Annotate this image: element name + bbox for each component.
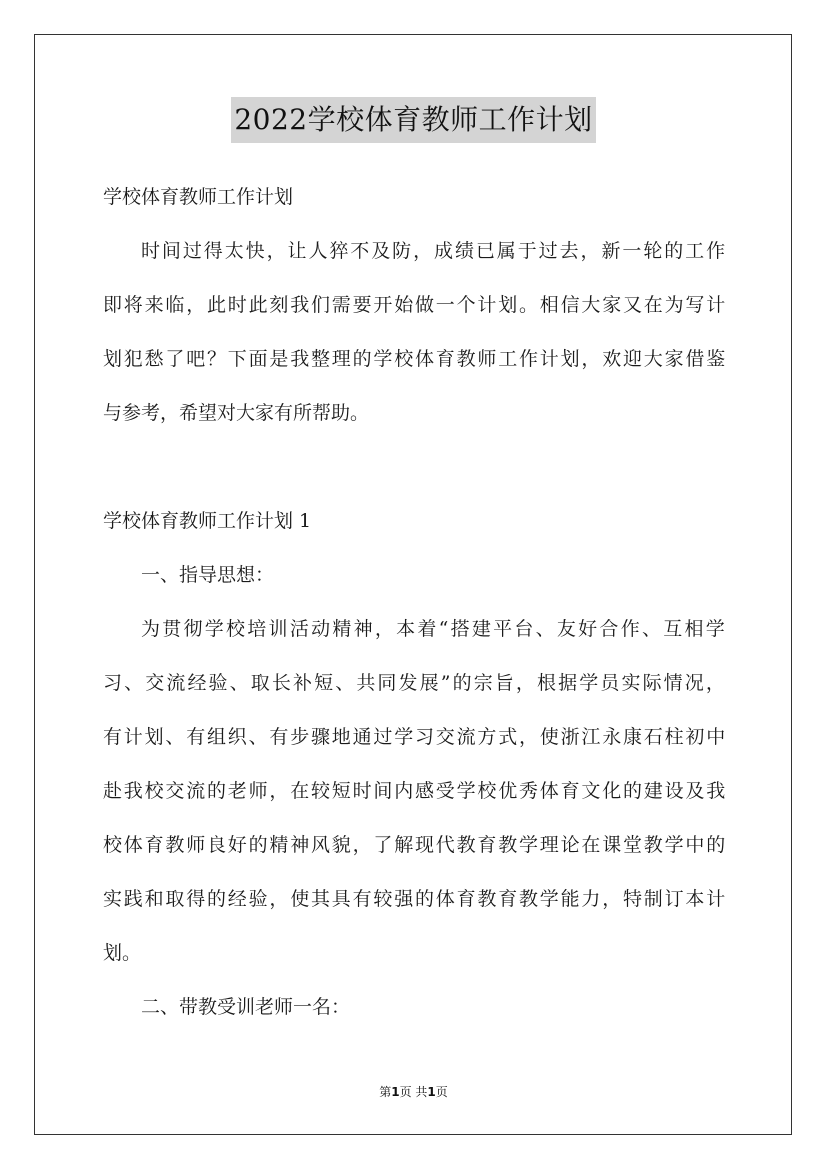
intro-line: 时间过得太快，让人猝不及防，成绩已属于过去，新一轮的工作	[141, 240, 727, 262]
section-heading: 学校体育教师工作计划 1	[103, 510, 312, 532]
intro-line: 即将来临，此时此刻我们需要开始做一个计划。相信大家又在为写计	[103, 294, 727, 316]
paragraph-line: 赴我校交流的老师，在较短时间内感受学校优秀体育文化的建设及我	[103, 780, 727, 802]
paragraph-line: 为贯彻学校培训活动精神，本着“搭建平台、友好合作、互相学	[141, 618, 727, 640]
guiding-ideology-paragraph	[103, 602, 727, 980]
intro-line: 与参考，希望对大家有所帮助。	[103, 402, 370, 424]
page-separator: 页 共	[399, 1085, 428, 1099]
item-heading-trainee-teacher: 二、带教受训老师一名：	[141, 996, 351, 1018]
current-page-number: 1	[391, 1085, 400, 1099]
item-heading-guiding-ideology: 一、指导思想：	[141, 564, 275, 586]
intro-line: 划犯愁了吧？下面是我整理的学校体育教师工作计划，欢迎大家借鉴	[103, 348, 727, 370]
total-page-number: 1	[427, 1085, 436, 1099]
blank-line	[103, 440, 727, 494]
paragraph-line: 划。	[103, 942, 142, 964]
document-subtitle: 学校体育教师工作计划	[103, 186, 294, 208]
document-title: 2022学校体育教师工作计划	[231, 97, 595, 143]
page-suffix: 页	[435, 1085, 448, 1099]
page-footer	[0, 1083, 827, 1100]
document-body	[103, 170, 727, 1034]
paragraph-line: 校体育教师良好的精神风貌，了解现代教育教学理论在课堂教学中的	[103, 834, 727, 856]
paragraph-line: 实践和取得的经验，使其具有较强的体育教育教学能力，特制订本计	[103, 888, 727, 910]
intro-paragraph	[103, 224, 727, 440]
paragraph-line: 习、交流经验、取长补短、共同发展”的宗旨，根据学员实际情况，	[103, 672, 727, 694]
title-container	[0, 97, 827, 143]
page-prefix: 第	[379, 1085, 392, 1099]
paragraph-line: 有计划、有组织、有步骤地通过学习交流方式，使浙江永康石柱初中	[103, 726, 727, 748]
